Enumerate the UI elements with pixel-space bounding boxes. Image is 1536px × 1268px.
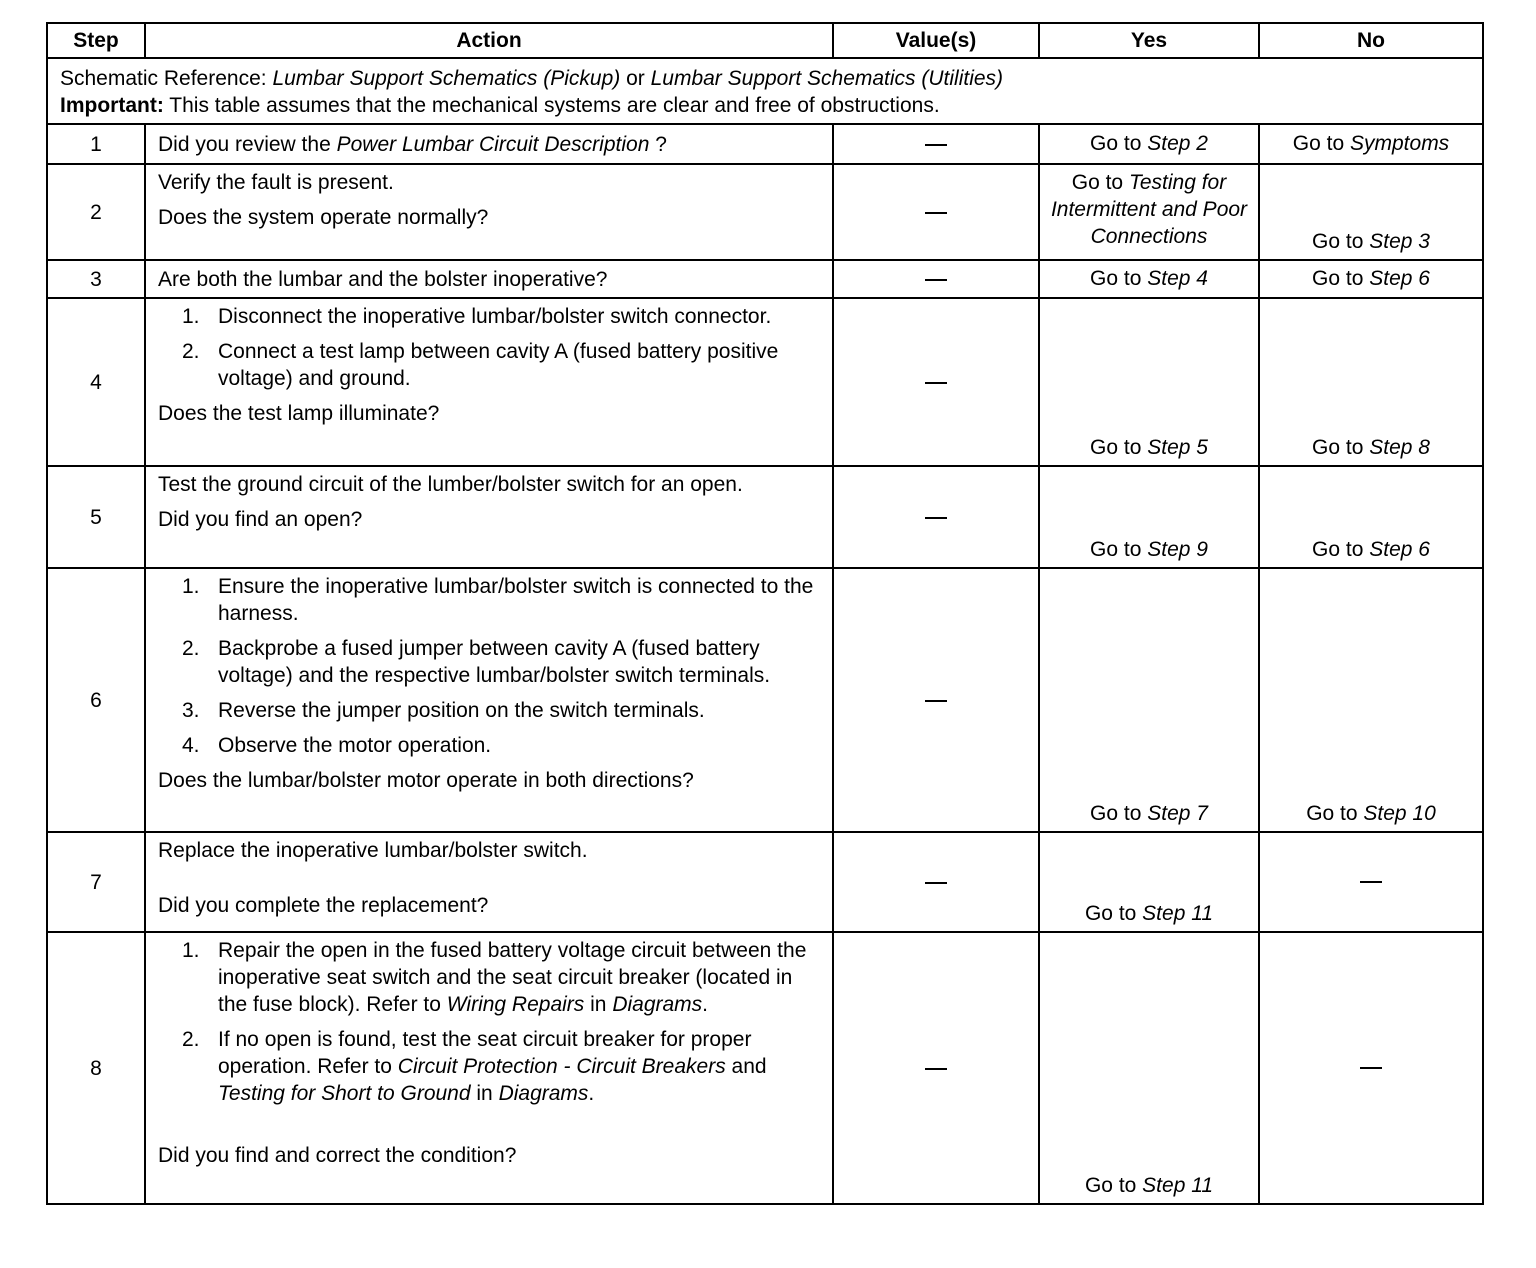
item-text: . — [588, 1082, 595, 1105]
action-text: Verify the fault is present. — [158, 171, 394, 194]
action-text: Did you review the — [158, 132, 337, 156]
value-cell — [833, 164, 1039, 260]
important-label: Important: — [60, 94, 164, 117]
table-row — [47, 260, 1483, 298]
info-row — [47, 58, 1483, 124]
no-cell — [1259, 164, 1483, 260]
dash-icon — [925, 1068, 947, 1070]
step-number: 5 — [47, 466, 145, 568]
action-cell — [145, 298, 833, 466]
item-number: 1. — [182, 939, 200, 962]
schematic-reference — [60, 65, 1470, 92]
no-link[interactable]: Step 6 — [1369, 266, 1430, 290]
go-to-label: Go to — [1084, 902, 1143, 925]
yes-link[interactable]: Testing for Intermittent and Poor Connections — [1050, 171, 1248, 248]
no-cell — [1259, 260, 1483, 298]
dash-icon — [925, 212, 947, 214]
no-cell — [1259, 298, 1483, 466]
yes-link[interactable]: Step 7 — [1147, 802, 1208, 825]
dash-icon — [925, 700, 947, 702]
header-no: No — [1259, 23, 1483, 58]
dash-icon — [925, 882, 947, 884]
go-to-label: Go to — [1090, 538, 1148, 561]
item-text: and — [725, 1055, 767, 1078]
table-row — [47, 832, 1483, 932]
step-number: 1 — [47, 124, 145, 164]
circuit-description-link[interactable]: Power Lumbar Circuit Description — [336, 132, 650, 156]
dash-icon — [1360, 881, 1382, 883]
item-number: 1. — [182, 575, 200, 598]
procedure-item — [158, 1026, 820, 1107]
header-row — [47, 23, 1483, 58]
value-cell — [833, 298, 1039, 466]
diagrams-link[interactable]: Diagrams — [612, 993, 703, 1016]
step-number: 6 — [47, 568, 145, 832]
yes-cell — [1039, 298, 1259, 466]
table-row — [47, 932, 1483, 1204]
yes-cell — [1039, 568, 1259, 832]
action-question: Are both the lumbar and the bolster inoperative? — [158, 267, 608, 291]
item-text: If no open is found, test the seat circuit breaker for proper operation. Refer to — [218, 1028, 752, 1078]
schematic-ref-utilities[interactable]: Lumbar Support Schematics (Utilities) — [650, 67, 1004, 90]
yes-link[interactable]: Step 11 — [1142, 1174, 1214, 1197]
action-text: Test the ground circuit of the lumber/bolster switch for an open. — [158, 473, 743, 496]
table-row — [47, 124, 1483, 164]
action-cell — [145, 832, 833, 932]
procedure-list — [158, 303, 820, 392]
info-cell — [47, 58, 1483, 124]
table-row — [47, 298, 1483, 466]
header-values: Value(s) — [833, 23, 1039, 58]
circuit-protection-link[interactable]: Circuit Protection - Circuit Breakers — [397, 1055, 726, 1078]
value-cell — [833, 124, 1039, 164]
go-to-label: Go to — [1090, 266, 1148, 290]
action-cell — [145, 932, 833, 1204]
action-question: Does the system operate normally? — [158, 206, 489, 229]
go-to-label: Go to — [1292, 131, 1350, 155]
testing-short-to-ground-link[interactable]: Testing for Short to Ground — [218, 1082, 471, 1105]
item-text: Disconnect the inoperative lumbar/bolster switch connector. — [218, 305, 772, 328]
procedure-item — [158, 937, 820, 1018]
item-text: Reverse the jumper position on the switch terminals. — [218, 699, 705, 722]
no-link[interactable]: Step 6 — [1369, 538, 1430, 561]
go-to-label: Go to — [1312, 538, 1370, 561]
value-cell — [833, 260, 1039, 298]
go-to-label: Go to — [1312, 436, 1370, 459]
item-text: . — [702, 993, 709, 1016]
action-question: Did you complete the replacement? — [158, 894, 489, 917]
step-number: 7 — [47, 832, 145, 932]
wiring-repairs-link[interactable]: Wiring Repairs — [446, 993, 585, 1016]
item-text: Repair the open in the fused battery voltage circuit between the inoperative seat switch and the seat circuit breaker (located in the fuse block). Refer to — [218, 939, 807, 1016]
table-row — [47, 568, 1483, 832]
item-number: 3. — [182, 699, 200, 722]
item-text: Connect a test lamp between cavity A (fused battery positive voltage) and ground. — [218, 340, 779, 390]
no-link[interactable]: Step 3 — [1369, 230, 1430, 253]
yes-link[interactable]: Step 4 — [1147, 266, 1208, 290]
action-text: Replace the inoperative lumbar/bolster switch. — [158, 839, 588, 862]
procedure-list — [158, 573, 820, 759]
procedure-list — [158, 937, 820, 1107]
go-to-label: Go to — [1312, 266, 1370, 290]
step-number: 8 — [47, 932, 145, 1204]
yes-link[interactable]: Step 2 — [1147, 131, 1208, 155]
procedure-item — [158, 303, 820, 330]
important-text: This table assumes that the mechanical systems are clear and free of obstructions. — [163, 94, 940, 117]
go-to-label: Go to — [1071, 171, 1129, 194]
go-to-label: Go to — [1090, 131, 1148, 155]
item-number: 2. — [182, 1028, 200, 1051]
table-row — [47, 466, 1483, 568]
yes-cell — [1039, 932, 1259, 1204]
item-number: 1. — [182, 305, 200, 328]
step-number: 3 — [47, 260, 145, 298]
go-to-label: Go to — [1090, 802, 1148, 825]
yes-cell — [1039, 832, 1259, 932]
diagnostic-table — [46, 22, 1484, 1205]
procedure-item — [158, 573, 820, 627]
no-link[interactable]: Step 8 — [1369, 436, 1430, 459]
item-text: Backprobe a fused jumper between cavity A (fused battery voltage) and the respective lumbar/bolster switch terminals. — [218, 637, 771, 687]
schematic-or: or — [620, 67, 651, 90]
dash-icon — [925, 279, 947, 281]
spacer — [158, 1115, 820, 1142]
header-yes: Yes — [1039, 23, 1259, 58]
value-cell — [833, 832, 1039, 932]
action-cell — [145, 260, 833, 298]
item-number: 4. — [182, 734, 200, 757]
go-to-label: Go to — [1312, 230, 1370, 253]
item-number: 2. — [182, 340, 200, 363]
important-note — [60, 92, 1470, 119]
procedure-item — [158, 732, 820, 759]
no-cell — [1259, 568, 1483, 832]
no-link[interactable]: Symptoms — [1350, 131, 1450, 155]
yes-link[interactable]: Step 11 — [1142, 902, 1214, 925]
no-link[interactable]: Step 10 — [1363, 802, 1436, 825]
action-cell — [145, 124, 833, 164]
value-cell — [833, 932, 1039, 1204]
yes-cell — [1039, 260, 1259, 298]
yes-cell — [1039, 124, 1259, 164]
go-to-label: Go to — [1306, 802, 1364, 825]
go-to-label: Go to — [1090, 436, 1148, 459]
item-text: Observe the motor operation. — [218, 734, 492, 757]
step-number: 4 — [47, 298, 145, 466]
schematic-prefix: Schematic Reference: — [60, 67, 273, 90]
header-action: Action — [145, 23, 833, 58]
dash-icon — [925, 382, 947, 384]
value-cell — [833, 466, 1039, 568]
value-cell — [833, 568, 1039, 832]
dash-icon — [1360, 1067, 1382, 1069]
no-cell — [1259, 832, 1483, 932]
no-cell — [1259, 124, 1483, 164]
action-cell — [145, 164, 833, 260]
no-cell — [1259, 466, 1483, 568]
yes-link[interactable]: Step 9 — [1147, 538, 1208, 561]
action-question: Did you find an open? — [158, 508, 363, 531]
action-cell — [145, 568, 833, 832]
action-question: Does the lumbar/bolster motor operate in both directions? — [158, 769, 694, 792]
yes-link[interactable]: Step 5 — [1147, 436, 1208, 459]
header-step: Step — [47, 23, 145, 58]
table-row — [47, 164, 1483, 260]
yes-cell — [1039, 164, 1259, 260]
yes-cell — [1039, 466, 1259, 568]
dash-icon — [925, 144, 947, 146]
schematic-ref-pickup[interactable]: Lumbar Support Schematics (Pickup) — [272, 67, 621, 90]
dash-icon — [925, 517, 947, 519]
item-number: 2. — [182, 637, 200, 660]
procedure-item — [158, 697, 820, 724]
item-text: in — [470, 1082, 499, 1105]
procedure-item — [158, 338, 820, 392]
action-text: ? — [649, 132, 667, 156]
item-text: in — [584, 993, 613, 1016]
action-cell — [145, 466, 833, 568]
no-cell — [1259, 932, 1483, 1204]
procedure-item — [158, 635, 820, 689]
step-number: 2 — [47, 164, 145, 260]
diagrams-link[interactable]: Diagrams — [498, 1082, 589, 1105]
go-to-label: Go to — [1084, 1174, 1143, 1197]
action-question: Does the test lamp illuminate? — [158, 402, 440, 425]
item-text: Ensure the inoperative lumbar/bolster switch is connected to the harness. — [218, 575, 814, 625]
action-question: Did you find and correct the condition? — [158, 1144, 517, 1167]
